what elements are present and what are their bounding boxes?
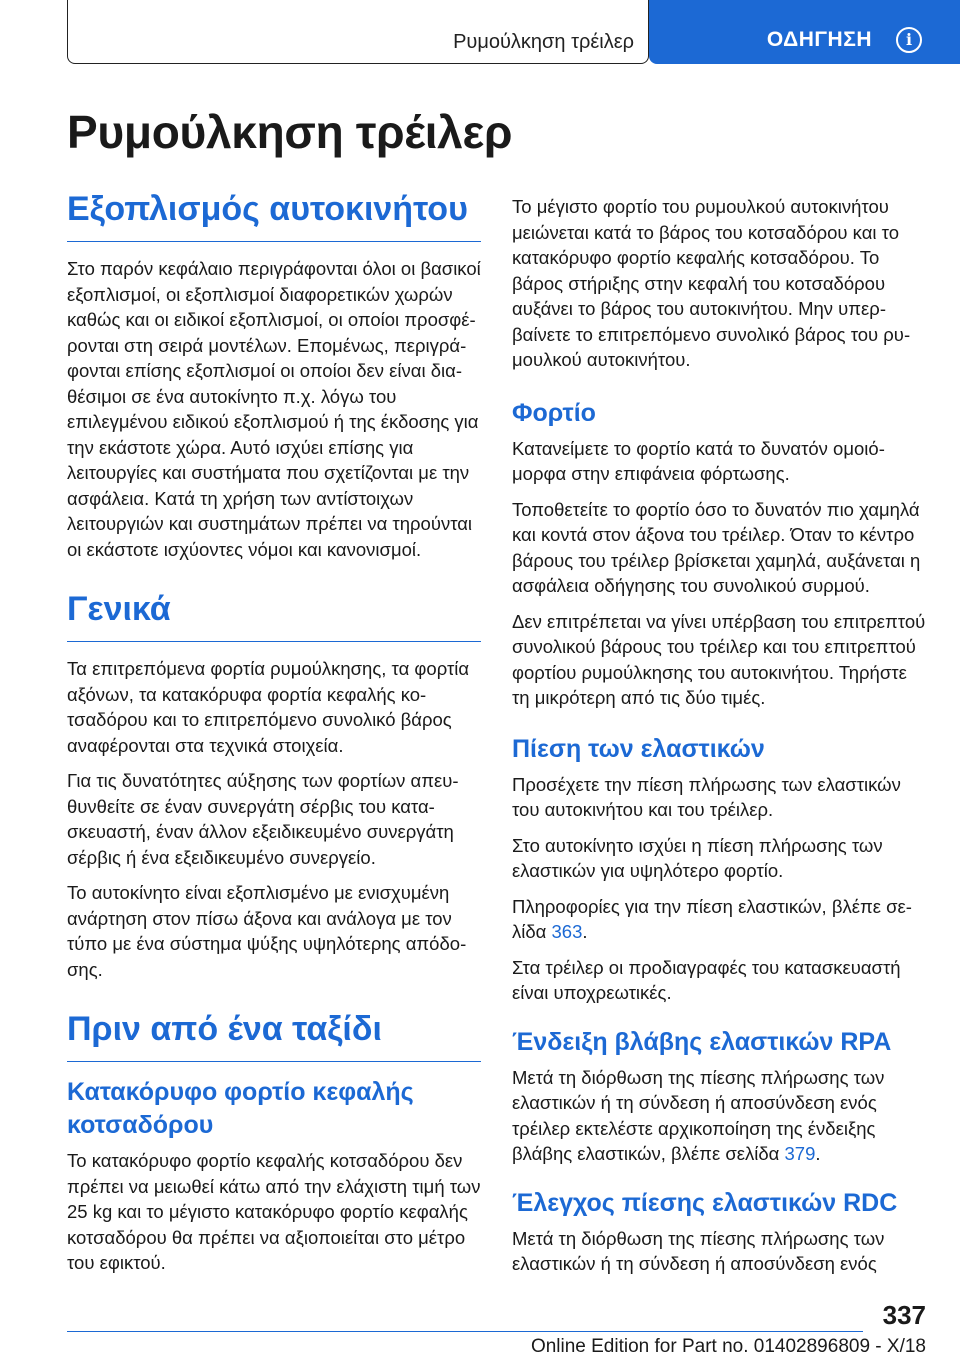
right-column: [512, 194, 926, 1287]
heading-vehicle-equipment: Εξοπλισμός αυτοκινήτου: [67, 190, 481, 242]
header-section-label: ΟΔΗΓΗΣΗ: [766, 28, 872, 51]
header-section-bar: [649, 0, 960, 64]
paragraph: Το μέγιστο φορτίο του ρυμουλκού αυτοκινήτου μειώνεται κατά το βάρος του κοτσαδόρου και το κατακόρυφο φορτίο κεφαλής κοτσαδόρου. Το βάρος στήριξης στην κεφαλή του κοτσαδόρου αυξάνει το βάρος του αυτοκινήτου. Μην υπερβαίνετε το επιτρεπόμενο συνολικό βάρος του ρυμουλκού αυτοκινήτου.: [512, 196, 911, 370]
paragraph: Στα τρέιλερ οι προδιαγραφές του κατασκευαστή είναι υποχρεωτικές.: [512, 956, 901, 1003]
paragraph: Στο αυτοκίνητο ισχύει η πίεση πλήρωσης των ελαστικών για υψηλότερο φορτίο.: [512, 834, 883, 881]
paragraph: Το αυτοκίνητο είναι εξοπλισμένο με ενισχυμένη ανάρτηση στον πίσω άξονα και ανάλογα με τον τύπο με ένα σύστημα ψύξης υψηλότερης απόδοσης.: [67, 882, 467, 980]
heading-before-trip: Πριν από ένα ταξίδι: [67, 1010, 481, 1062]
page-link-363[interactable]: 363: [551, 921, 583, 942]
subheading-tyre-pressure: Πίεση των ελαστικών: [512, 734, 765, 763]
paragraph: Κατανείμετε το φορτίο κατά το δυνατόν ομοιόμορφα στην επιφάνεια φόρτωσης.: [512, 437, 885, 484]
paragraph: Στο παρόν κεφάλαιο περιγράφονται όλοι οι βασικοί εξοπλισμοί, οι εξοπλισμοί διαφορετικών χωρών καθώς και οι ειδικοί εξοπλισμοί, οι οποίοι προσφέρονται στη σειρά μοντέλων. Επομένως, περιγράφονται επίσης εξοπλισμοί οι οποίοι δεν είναι διαθέσιμοι σε ένα αυτοκίνητο π.χ. λόγω του επιλεγμένου ειδικού εξοπλισμού ή της έκδοσης για την εκάστοτε χώρα. Αυτό ισχύει επίσης για λειτουργίες και συστήματα που σχετίζονται με την ασφάλεια. Κατά τη χρήση των αντίστοιχων λειτουργιών και συστημάτων πρέπει να τηρούνται οι εκάστοτε ισχύοντες νόμοι και κανονισμοί.: [67, 258, 481, 560]
paragraph: Το κατακόρυφο φορτίο κεφαλής κοτσαδόρου δεν πρέπει να μειωθεί κάτω από την ελάχιστη τιμή των 25 kg και το μέγιστο κατακόρυφο φορτίο κεφαλής κοτσαδόρου θα πρέπει να αξιοποιείται στο μέτρο του εφικτού.: [67, 1150, 481, 1273]
header-tab: [67, 0, 649, 64]
info-icon: i: [896, 27, 922, 53]
subheading-vertical-load: Κατακόρυφο φορτίο κεφαλής κοτσαδόρου: [67, 1078, 414, 1139]
page-title: Ρυμούλκηση τρέιλερ: [67, 106, 513, 158]
paragraph: Δεν επιτρέπεται να γίνει υπέρβαση του επιτρεπτού συνολικού βάρους του τρέιλερ και του επιτρεπτού φορτίου ρυμούλκησης του αυτοκινήτου. Τηρήστε τη μικρότερη από τις δύο τιμές.: [512, 610, 926, 708]
paragraph: Προσέχετε την πίεση πλήρωσης των ελαστικών του αυτοκινήτου και του τρέιλερ.: [512, 773, 901, 820]
footer-edition: Online Edition for Part no. 01402896809 - X/18: [530, 1336, 926, 1357]
header-chapter-label: Ρυμούλκηση τρέιλερ: [453, 31, 634, 53]
subheading-rdc: Έλεγχος πίεσης ελαστικών RDC: [512, 1188, 898, 1217]
paragraph: Τα επιτρεπόμενα φορτία ρυμούλκησης, τα φορτία αξόνων, τα κατακόρυφα φορτία κεφαλής κοτσαδόρου και το επιτρεπόμενο συνολικό βάρος αναφέρονται στα τεχνικά στοιχεία.: [67, 658, 470, 756]
page-link-379[interactable]: 379: [784, 1143, 816, 1164]
subheading-rpa: Ένδειξη βλάβης ελαστικών RPA: [512, 1027, 892, 1056]
page-number: 337: [882, 1300, 926, 1330]
subheading-load: Φορτίο: [512, 398, 596, 427]
paragraph: Τοποθετείτε το φορτίο όσο το δυνατόν πιο χαμηλά και κοντά στον άξονα του τρέιλερ. Όταν το κέντρο βάρους του τρέιλερ βρίσκεται χαμηλά, αυξάνεται η ασφάλεια οδήγησης του συνολικού συρμού.: [512, 498, 921, 596]
left-column: [67, 190, 481, 1286]
paragraph: Για τις δυνατότητες αύξησης των φορτίων απευθυνθείτε σε έναν συνεργάτη σέρβις του κατασκευαστή, έναν άλλον εξειδικευμένο συνεργάτη σέρβις ή ένα εξειδικευμένο συνεργείο.: [67, 770, 459, 868]
paragraph: Μετά τη διόρθωση της πίεσης πλήρωσης των ελαστικών ή τη σύνδεση ή αποσύνδεση ενός τρέιλερ εκτελέστε αρχικοποίηση της ένδειξης βλάβης ελαστικών, βλέπε σελίδα 379.: [512, 1066, 885, 1164]
paragraph: Μετά τη διόρθωση της πίεσης πλήρωσης των ελαστικών ή τη σύνδεση ή αποσύνδεση ενός: [512, 1227, 885, 1274]
footer-divider: [67, 1331, 863, 1332]
paragraph: Πληροφορίες για την πίεση ελαστικών, βλέπε σελίδα 363.: [512, 895, 912, 942]
heading-general: Γενικά: [67, 590, 481, 642]
